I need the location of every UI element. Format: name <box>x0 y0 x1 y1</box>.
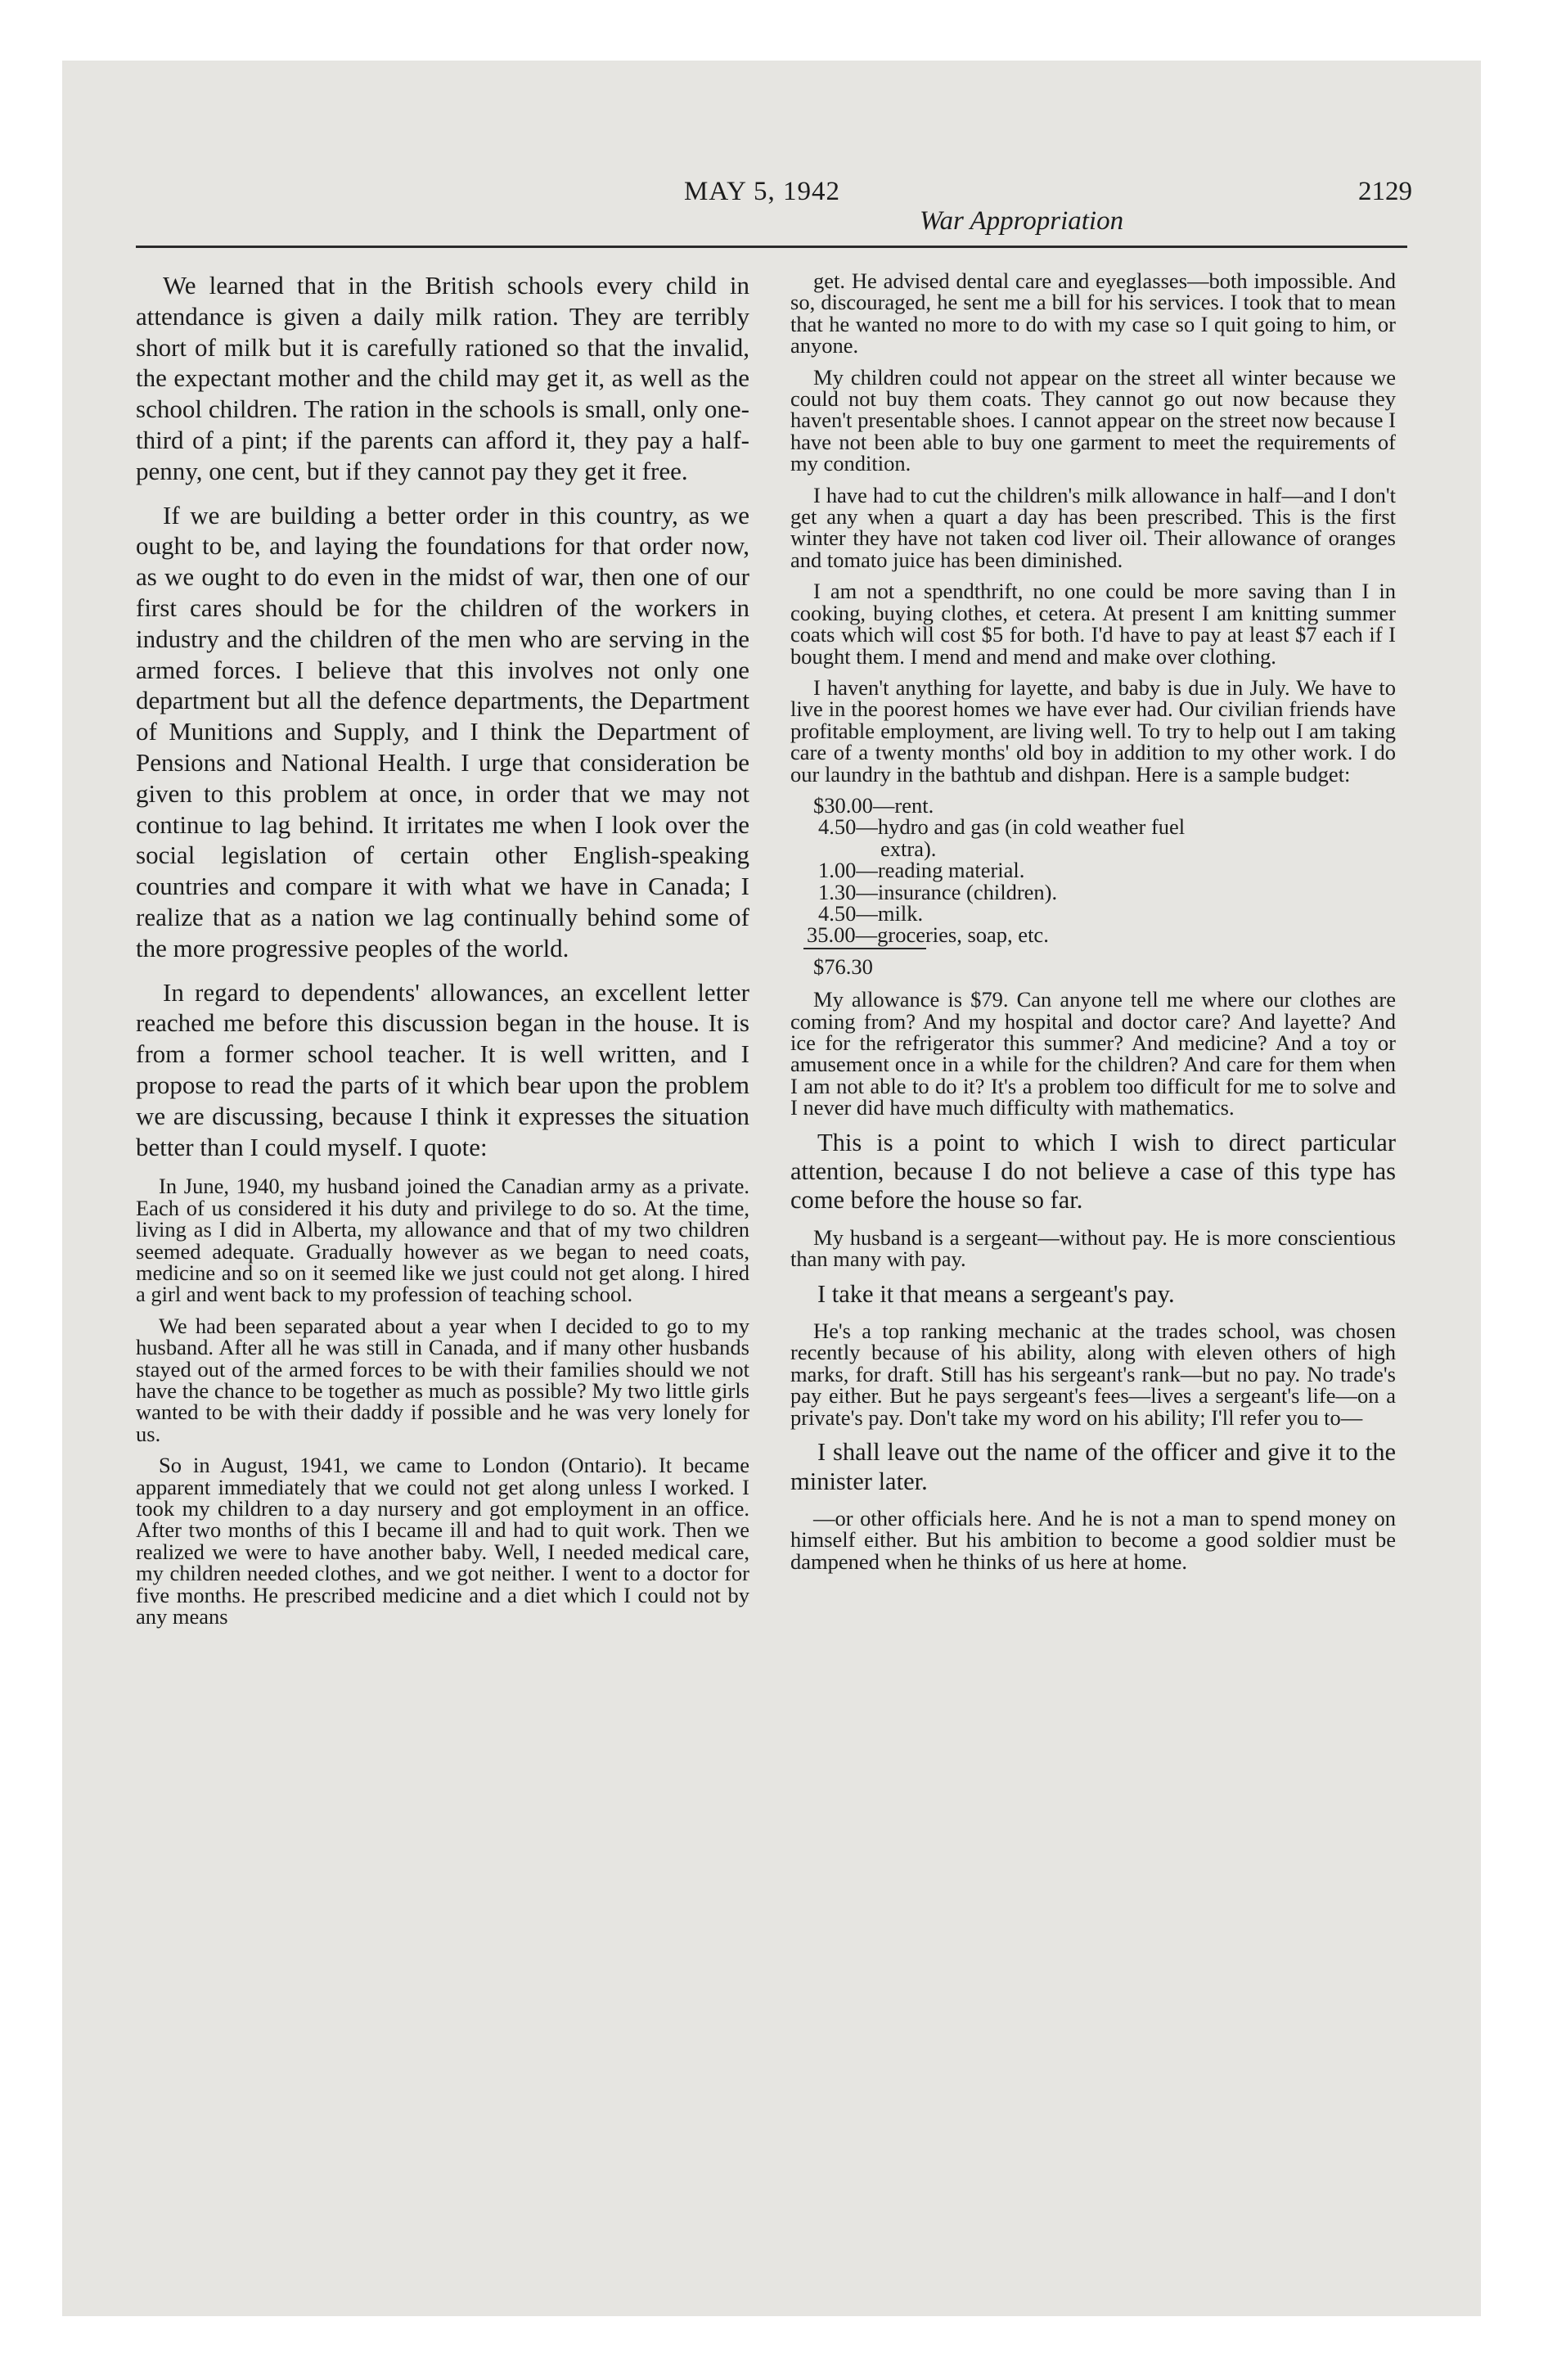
right-column <box>790 270 1396 1582</box>
sample-budget <box>790 792 1396 979</box>
quoted-letter-paragraph: —or other officials here. And he is not a man to spend money on himself either. But his ambition to become a good soldier must be dampened when he thinks of us here at home. <box>790 1505 1396 1574</box>
quoted-letter-paragraph: My allowance is $79. Can anyone tell me where our clothes are coming from? And my hospital and doctor care? And layette? And ice for the refrigerator this summer? And medicine? And a toy or amusement once in a while for the children? And care for them when I am not able to do it? It's a problem too difficult for me to solve and I never did have much difficulty with mathematics. <box>790 987 1396 1120</box>
header-section-title: War Appropriation <box>920 206 1124 236</box>
quoted-letter-paragraph: In June, 1940, my husband joined the Canadian army as a private. Each of us considered it his duty and privilege to do so. At the time, living as I did in Alberta, my allowance and that of my two children seemed adequate. Gradually however as we began to need coats, medicine and so on it seemed like we just could not get along. I hired a girl and went back to my profession of teaching school. <box>136 1174 749 1307</box>
budget-item: 4.50—milk. <box>818 900 924 926</box>
quoted-letter-paragraph: I haven't anything for layette, and baby is due in July. We have to live in the poorest homes we have ever had. Our civilian friends have profitable employment, are living well. To try to help out I am taking care of a twenty months' old boy in addition to my other work. I do our laundry in the bathtub and dishpan. Here is a sample budget: <box>790 674 1396 787</box>
budget-item: 4.50—hydro and gas (in cold weather fuel <box>818 814 1186 840</box>
header-rule <box>136 246 1407 248</box>
page-number: 2129 <box>1358 177 1412 206</box>
quoted-letter-paragraph: My husband is a sergeant—without pay. He is more conscientious than many with pay. <box>790 1224 1396 1272</box>
quoted-letter-paragraph: My children could not appear on the street all winter because we could not buy them coats. They cannot go out now because they haven't presentable shoes. I cannot appear on the street now because I have not been able to buy one garment to meet the requirements of my condition. <box>790 364 1396 476</box>
quoted-letter-paragraph: We had been separated about a year when I decided to go to my husband. After all he was still in Canada, and if many other husbands stayed out of the armed forces to be with their families should we not have the chance to be together as much as possible? My two little girls wanted to be with their daddy if possible and he was very lonely for us. <box>136 1313 749 1446</box>
budget-item: 35.00—groceries, soap, etc. <box>807 922 1049 948</box>
budget-item: 1.00—reading material. <box>818 858 1025 883</box>
speech-paragraph: In regard to dependents' allowances, an excellent letter reached me before this discussion began in the house. It is from a former school teacher. It is well written, and I propose to read the parts of it which bear upon the problem we are discussing, because I think it expresses the situation better than I could myself. I quote: <box>136 977 749 1161</box>
quoted-letter-paragraph: He's a top ranking mechanic at the trades school, was chosen recently because of his ability, along with eleven others of high marks, for draft. Still has his sergeant's rank—but no pay. No trade's pay either. But he pays sergeant's fees—lives a sergeant's life—on a private's pay. Don't take my word on his ability; I'll refer you to— <box>790 1318 1396 1430</box>
quoted-letter-paragraph: I am not a spendthrift, no one could be more saving than I in cooking, buying clothes, et cetera. At present I am knitting summer coats which will cost $5 for both. I'd have to pay at least $7 each if I bought them. I mend and mend and make over clothing. <box>790 579 1396 669</box>
speaker-remark: I shall leave out the name of the officer and give it to the minister later. <box>790 1438 1396 1495</box>
budget-sum-rule <box>803 948 926 949</box>
speech-paragraph: If we are building a better order in this country, as we ought to be, and laying the foundations for that order now, as we ought to do even in the midst of war, then one of our first cares should be for the children of the workers in industry and the children of the men who are serving in the armed forces. I believe that this involves not only one department but all the defence departments, the Department of Munitions and Supply, and I think the Department of Pensions and National Health. I urge that consideration be given to this problem at once, in order that we may not continue to lag behind. It irritates me when I look over the social legislation of certain other English-speaking countries and compare it with what we have in Canada; I realize that as a nation we lag continually behind some of the more progressive peoples of the world. <box>136 500 749 962</box>
speech-paragraph: We learned that in the British schools every child in attendance is given a daily milk ration. They are terribly short of milk but it is carefully rationed so that the invalid, the expectant mother and the child may get it, as well as the school children. The ration in the schools is small, only one-third of a pint; if the parents can afford it, they pay a half-penny, one cent, but if they cannot pay they get it free. <box>136 271 749 485</box>
budget-item: $30.00—rent. <box>813 792 934 818</box>
speaker-remark: This is a point to which I wish to direct particular attention, because I do not believe a case of this type has come before the house so far. <box>790 1128 1396 1215</box>
quoted-letter-paragraph: get. He advised dental care and eyeglasses—both impossible. And so, discouraged, he sent me a bill for his services. I took that to mean that he wanted no more to do with my case so I quit going to him, or anyone. <box>790 268 1396 358</box>
quoted-letter-paragraph: I have had to cut the children's milk allowance in half—and I don't get any when a quart a day has been prescribed. This is the first winter they have not taken cod liver oil. Their allowance of oranges and tomato juice has been diminished. <box>790 482 1396 572</box>
left-column <box>136 270 749 1637</box>
speaker-remark: I take it that means a sergeant's pay. <box>817 1279 1175 1308</box>
quoted-letter-paragraph: So in August, 1941, we came to London (Ontario). It became apparent immediately that we could not get along unless I worked. I took my children to a day nursery and got employment in an office. After two months of this I became ill and had to quit work. Then we realized we were to have another baby. Well, I needed medical care, my children needed clothes, and we got neither. I went to a doctor for five months. He prescribed medicine and a diet which I could not by any means <box>136 1453 749 1629</box>
header-date: MAY 5, 1942 <box>684 177 841 206</box>
budget-item: 1.30—insurance (children). <box>818 879 1058 904</box>
budget-item-continuation: extra). <box>880 836 937 861</box>
budget-total: $76.30 <box>813 953 873 979</box>
